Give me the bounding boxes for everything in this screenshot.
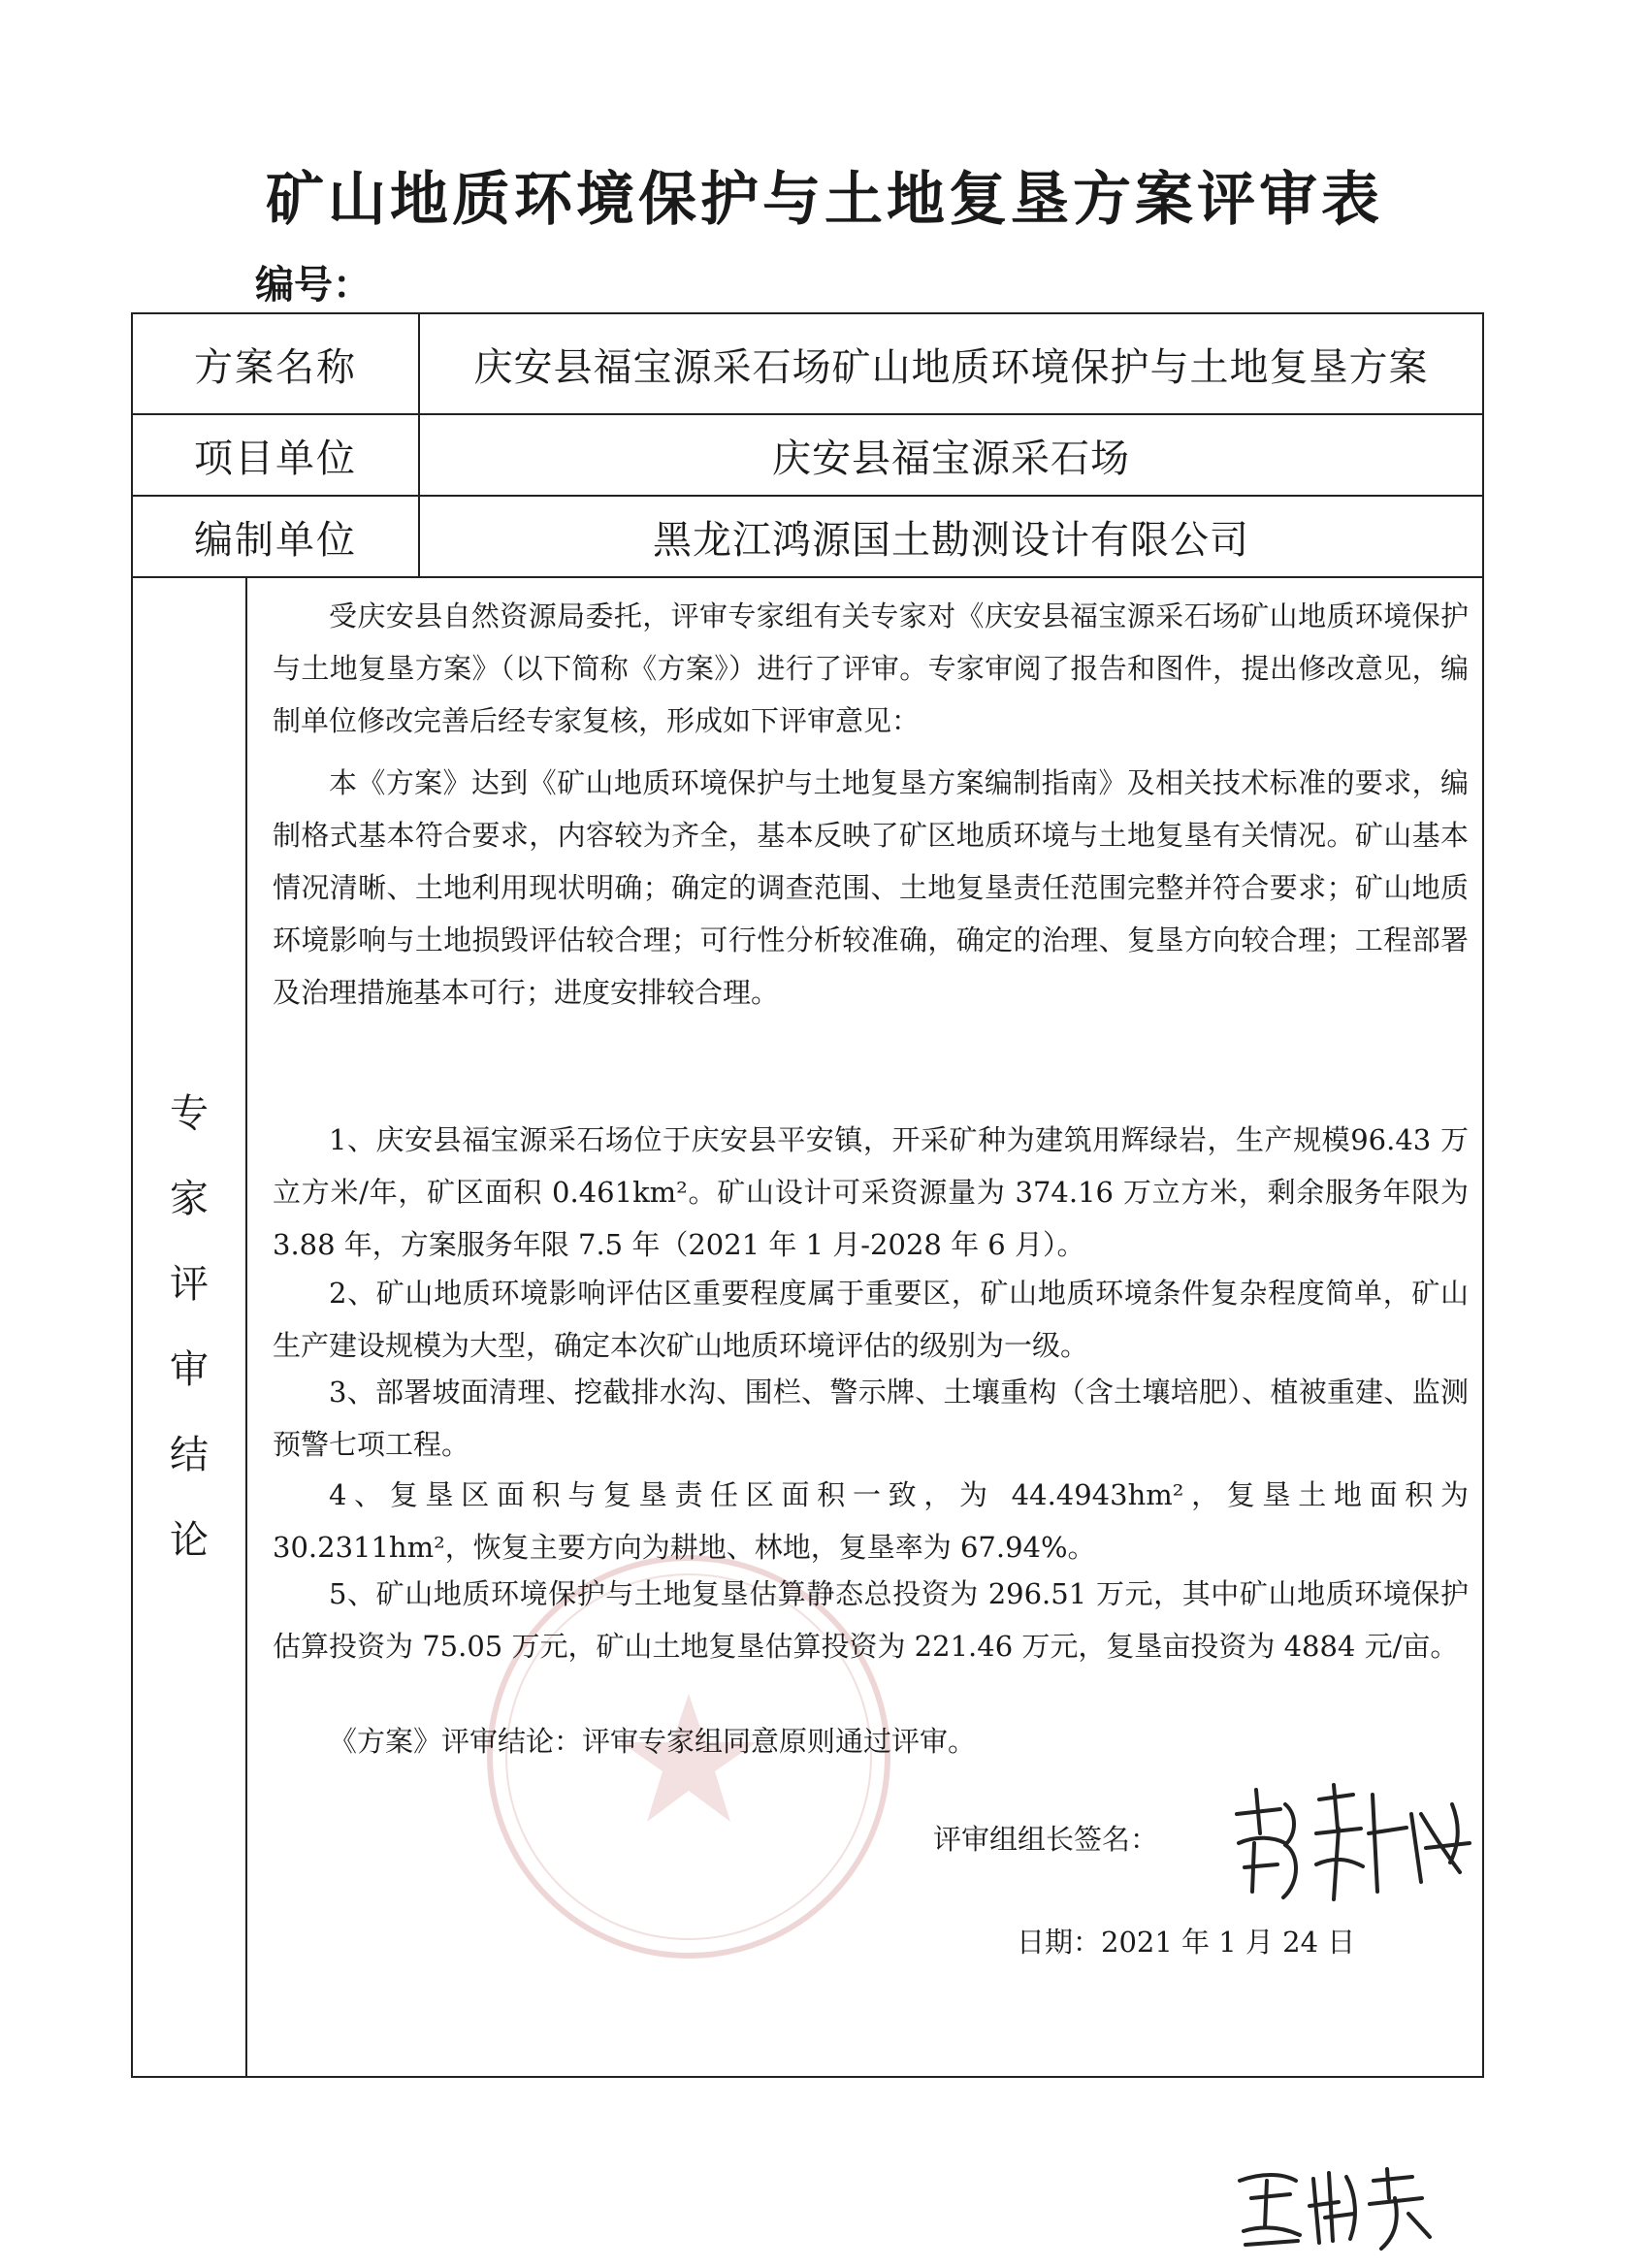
review-item-2: 2、矿山地质环境影响评估区重要程度属于重要区，矿山地质环境条件复杂程度简单，矿山生产建设规模为大型，确定本次矿山地质环境评估的级别为一级。: [273, 1277, 1469, 1362]
plan-name-label: 方案名称: [133, 314, 420, 413]
review-conclusion: 《方案》评审结论：评审专家组同意原则通过评审。: [329, 1725, 977, 1758]
review-item-5: 5、矿山地质环境保护与土地复垦估算静态总投资为 296.51 万元，其中矿山地质环境保护估算投资为 75.05 万元，矿山土地复垦估算投资为 221.46 万元，复垦亩投资为 4884 元/亩。: [273, 1577, 1469, 1663]
review-item-3: 3、部署坡面清理、挖截排水沟、围栏、警示牌、土壤重构（含土壤培肥）、植被重建、监测预警七项工程。: [273, 1376, 1469, 1461]
compiling-unit-value: 黑龙江鸿源国土勘测设计有限公司: [653, 517, 1249, 563]
expert-review-conclusion-label: [133, 578, 247, 2076]
vertical-label-char: 审: [170, 1347, 209, 1392]
review-date: 日期：2021 年 1 月 24 日: [1017, 1926, 1356, 1959]
table-row: [133, 314, 1482, 415]
document-title: 矿山地质环境保护与土地复垦方案评审表: [266, 166, 1383, 234]
vertical-label-char: 家: [170, 1177, 209, 1221]
secondary-handwritten-signature: [1232, 2159, 1445, 2256]
vertical-label-char: 评: [170, 1262, 209, 1307]
vertical-label-char: 结: [170, 1433, 209, 1477]
review-item-1: 1、庆安县福宝源采石场位于庆安县平安镇，开采矿种为建筑用辉绿岩，生产规模96.43 万立方米/年，矿区面积 0.461km²。矿山设计可采资源量为 374.16 万立方米，剩余服务年限为 3.88 年，方案服务年限 7.5 年（2021 年 1 月-2028 年 6 月）。: [273, 1123, 1469, 1261]
review-summary-paragraph: 本《方案》达到《矿山地质环境保护与土地复垦方案编制指南》及相关技术标准的要求，编制格式基本符合要求，内容较为齐全，基本反映了矿区地质环境与土地复垦有关情况。矿山基本情况清晰、土地利用现状明确；确定的调查范围、土地复垦责任范围完整并符合要求；矿山地质环境影响与土地损毁评估较合理；可行性分析较准确，确定的治理、复垦方向较合理；工程部署及治理措施基本可行；进度安排较合理。: [273, 766, 1469, 1009]
plan-name-value: 庆安县福宝源采石场矿山地质环境保护与土地复垦方案: [473, 344, 1429, 390]
compiling-unit-label: 编制单位: [133, 497, 420, 576]
review-form-table: [131, 312, 1484, 2078]
review-item-4: 4、复垦区面积与复垦责任区面积一致，为 44.4943hm²，复垦土地面积为 30.2311hm²，恢复主要方向为耕地、林地，复垦率为 67.94%。: [273, 1478, 1469, 1564]
review-opinion-content: [247, 578, 1482, 2076]
vertical-label-char: 论: [170, 1518, 209, 1563]
serial-number-label: 编号：: [255, 263, 372, 308]
review-intro-paragraph: 受庆安县自然资源局委托，评审专家组有关专家对《庆安县福宝源采石场矿山地质环境保护与土地复垦方案》（以下简称《方案》）进行了评审。专家审阅了报告和图件，提出修改意见，编制单位修改完善后经专家复核，形成如下评审意见：: [273, 599, 1469, 737]
project-unit-value: 庆安县福宝源采石场: [772, 436, 1130, 481]
leader-signature-label: 评审组组长签名：: [933, 1823, 1159, 1856]
leader-handwritten-signature: [1227, 1775, 1479, 1911]
table-row: [133, 497, 1482, 578]
vertical-label-char: 专: [170, 1091, 209, 1136]
project-unit-label: 项目单位: [133, 415, 420, 495]
table-row: [133, 415, 1482, 497]
